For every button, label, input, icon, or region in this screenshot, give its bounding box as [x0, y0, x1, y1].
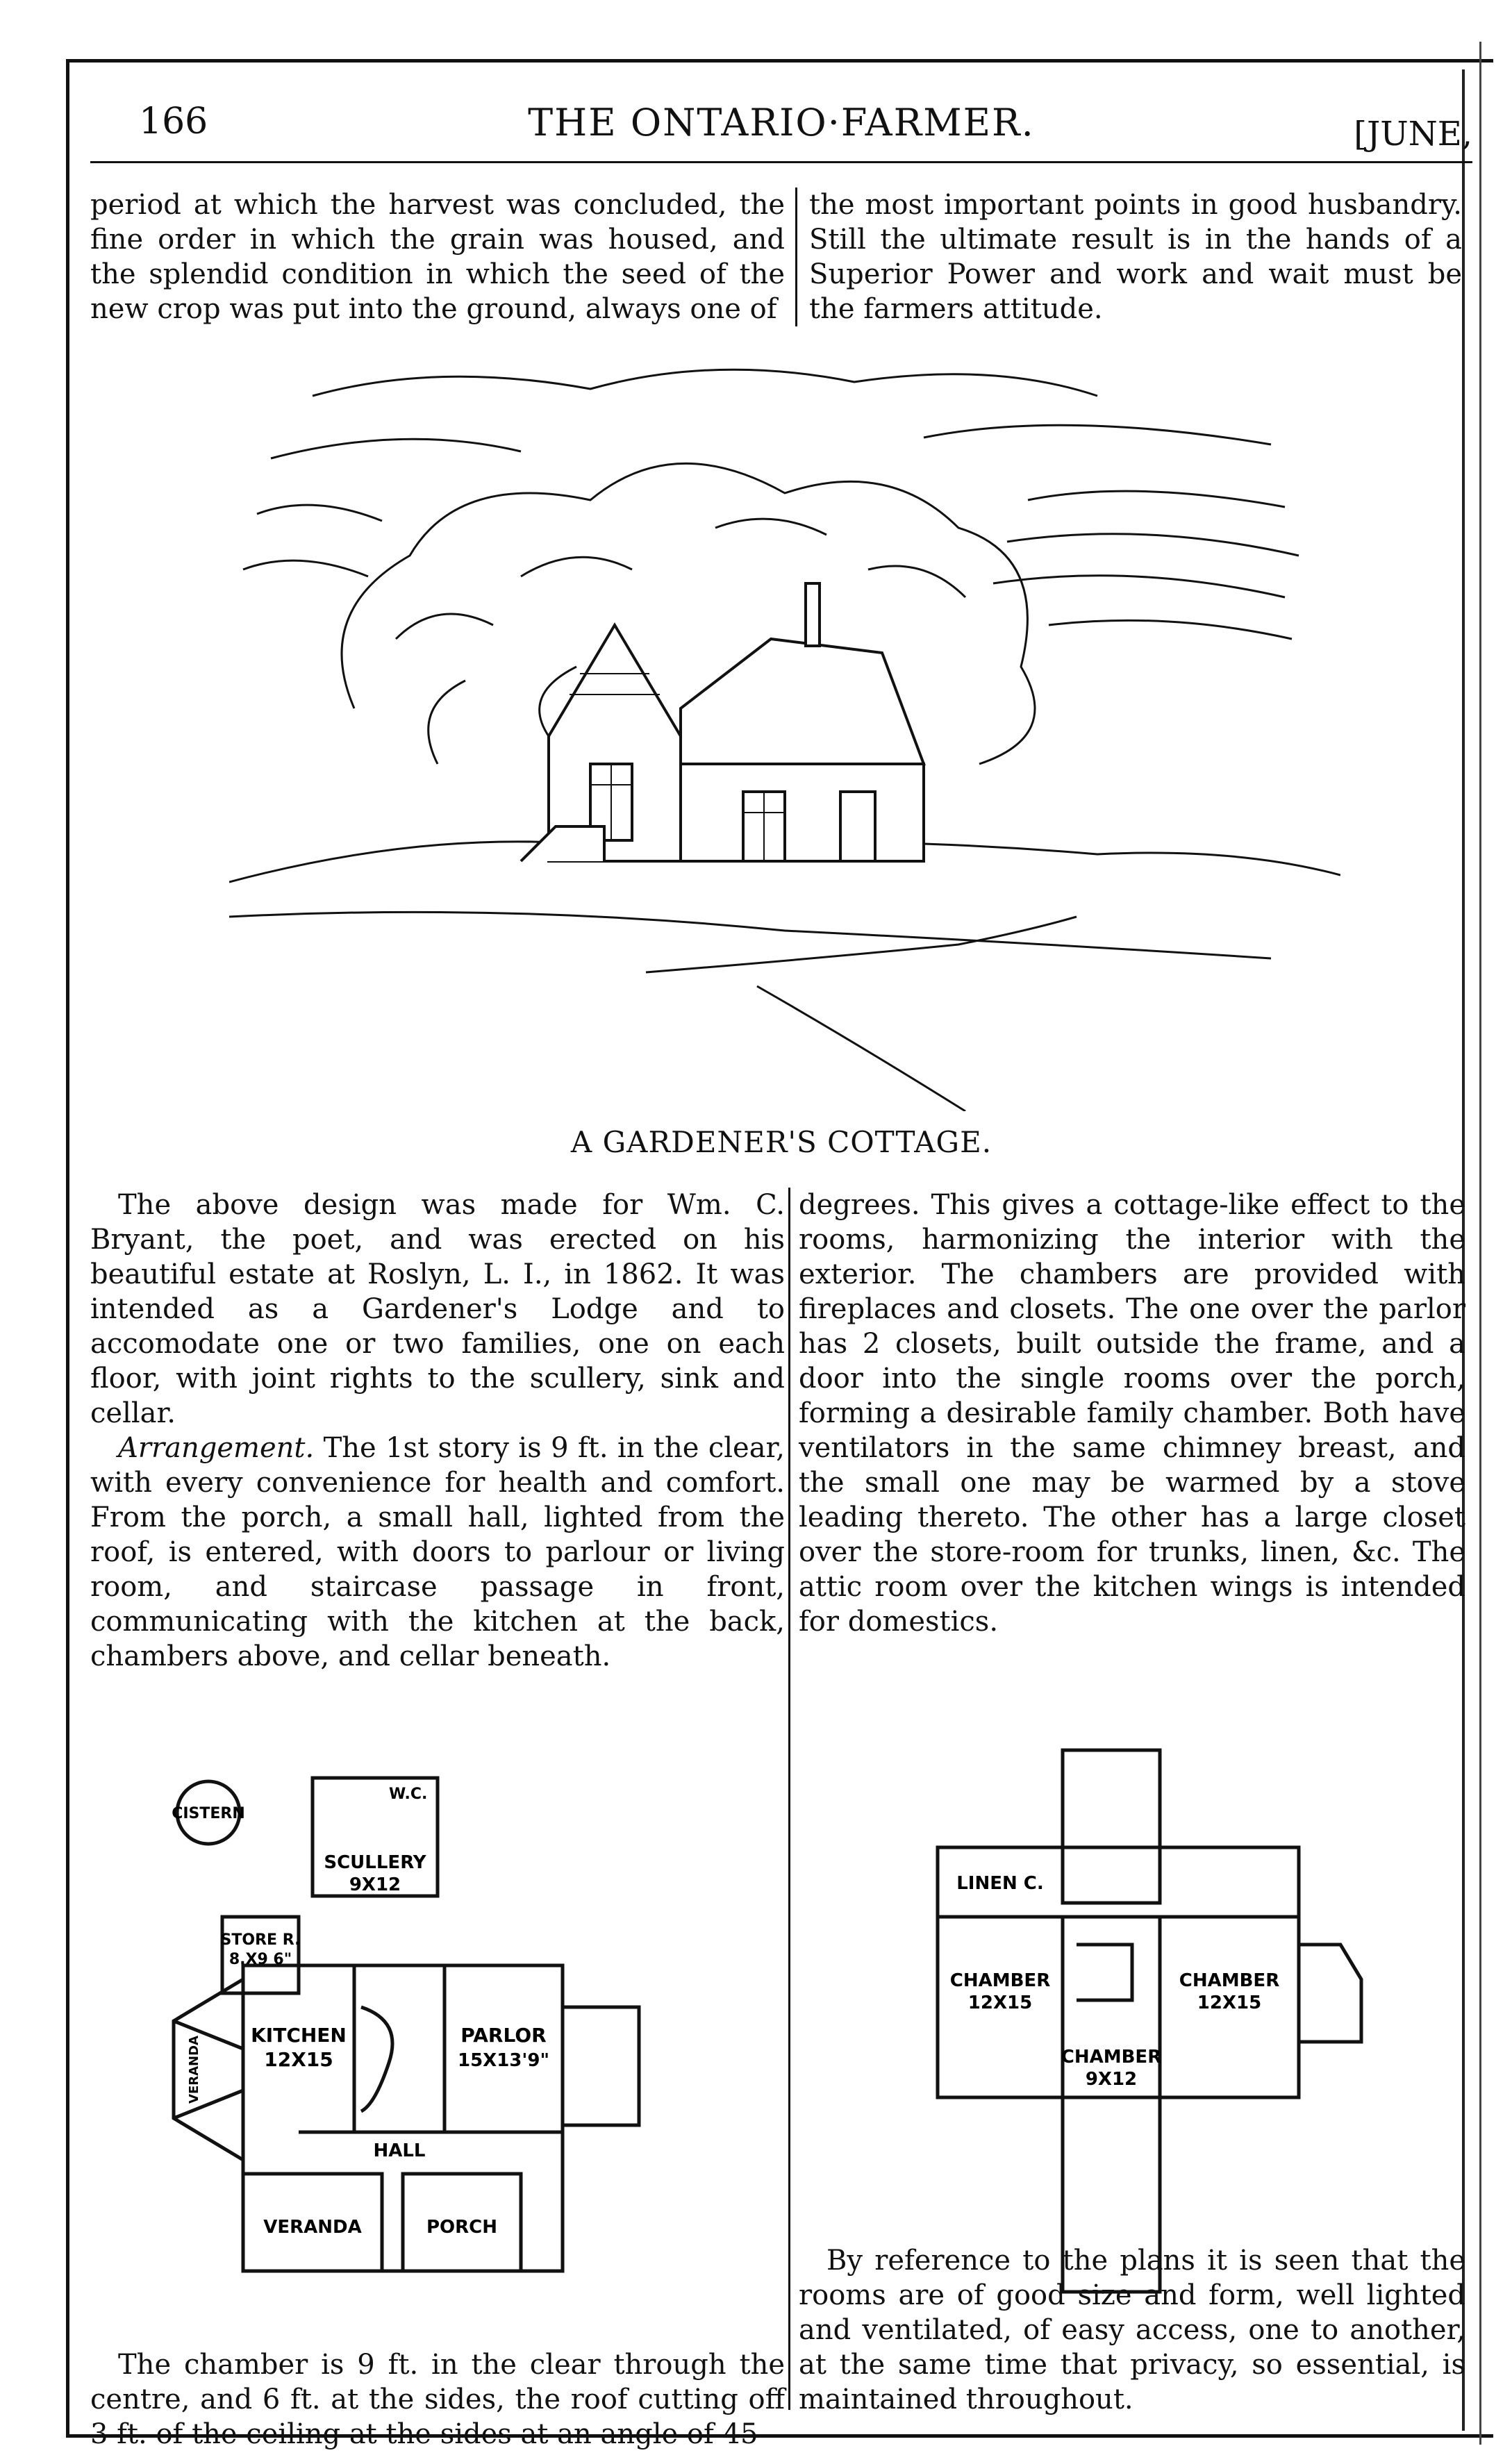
plan-label-chamber-left: CHAMBER — [949, 1970, 1051, 1991]
plan-label-parlor-size: 15X13'9" — [457, 2050, 550, 2071]
ground-floor-plan — [153, 1757, 708, 2327]
page-number: 166 — [139, 101, 208, 142]
arrangement-label: Arrangement. — [118, 1432, 315, 1464]
plan-label-side-veranda: VERANDA — [187, 2036, 201, 2104]
plan-label-linen: LINEN C. — [956, 1873, 1044, 1894]
plan-label-kitchen: KITCHEN — [251, 2024, 347, 2047]
plan-label-cistern: CISTERN — [172, 1805, 245, 1822]
column-divider — [795, 188, 797, 326]
paragraph: The above design was made for Wm. C. Bryant, the poet, and was erected on his beautiful estate at Roslyn, L. I., in 1862. It was intended as a Gardener's Lodge and to accomodate one or two families, one on each floor, with joint rights to the scullery, sink and cellar. — [90, 1189, 785, 1429]
illustration-caption: A GARDENER'S COTTAGE. — [570, 1125, 992, 1159]
plan-label-chamber-center-size: 9X12 — [1085, 2069, 1138, 2090]
paragraph: the most important points in good husbandry. Still the ultimate result is in the hands of a Superior Power and work and wait must be the farmers attitude. — [809, 189, 1462, 325]
paragraph: degrees. This gives a cottage-like effect to the rooms, harmonizing the interior with the exterior. The chambers are provided with fireplaces and closets. The one over the parlor has 2 closets, built outside the frame, and a door into the single rooms over the porch, forming a desirable family chamber. Both have ventilators in the same chimney breast, and the small one may be warmed by a stove leading thereto. The other has a large closet over the store-room for trunks, linen, &c. The attic room over the kitchen wings is intended for domestics. — [799, 1189, 1465, 1638]
article-right-column — [799, 1188, 1465, 1639]
plan-label-kitchen-size: 12X15 — [264, 2048, 333, 2071]
plan-label-scullery-size: 9X12 — [349, 1874, 401, 1895]
plan-label-parlor: PARLOR — [460, 2024, 547, 2047]
plan-label-chamber-left-size: 12X15 — [967, 1993, 1033, 2013]
page-edge-outer — [1479, 42, 1481, 2445]
issue-month: [JUNE, — [1354, 115, 1472, 153]
plan-label-chamber-right: CHAMBER — [1179, 1970, 1280, 1991]
paragraph — [90, 1431, 785, 1674]
top-text-left — [90, 188, 785, 326]
paragraph: By reference to the plans it is seen that the rooms are of good size and form, well lighted and ventilated, of easy access, one to another, at the same time that privacy, so essential, is maintained throughout. — [799, 2245, 1465, 2415]
plan-label-hall: HALL — [373, 2140, 426, 2161]
paragraph: The chamber is 9 ft. in the clear through the centre, and 6 ft. at the sides, the roof cutting off 3 ft. of the ceiling at the sides at an angle of 45 — [90, 2349, 785, 2450]
plan-label-porch: PORCH — [426, 2217, 498, 2238]
journal-title: THE ONTARIO·FARMER. — [528, 101, 1035, 144]
plan-label-store-size: 8.X9 6" — [229, 1951, 292, 1968]
column-divider — [788, 1188, 790, 2410]
cottage-engraving — [229, 347, 1340, 1111]
paragraph-text: The 1st story is 9 ft. in the clear, with every convenience for health and comfort. From the porch, a small hall, lighted from the roof, is entered, with doors to parlour or living room, and staircase passage in front, communicating with the kitchen at the back, chambers above, and cellar beneath. — [90, 1432, 785, 1672]
top-text-right — [809, 188, 1462, 326]
plan-label-store: STORE R. — [220, 1931, 301, 1949]
page-header — [90, 94, 1472, 156]
plan-label-wc: W.C. — [389, 1786, 428, 1803]
bottom-text-left — [90, 2347, 785, 2452]
plan-label-chamber-center: CHAMBER — [1061, 2047, 1162, 2068]
header-rule — [90, 161, 1472, 163]
upper-floor-plan — [924, 1736, 1396, 2306]
bottom-text-right — [799, 2243, 1465, 2417]
plan-label-chamber-right-size: 12X15 — [1197, 1993, 1262, 2013]
article-left-column — [90, 1188, 785, 1674]
paragraph: period at which the harvest was concluded, the fine order in which the grain was housed, and the splendid condition in which the seed of the new crop was put into the ground, always one of — [90, 189, 785, 325]
plan-label-veranda: VERANDA — [263, 2217, 362, 2238]
plan-label-scullery: SCULLERY — [324, 1852, 426, 1873]
